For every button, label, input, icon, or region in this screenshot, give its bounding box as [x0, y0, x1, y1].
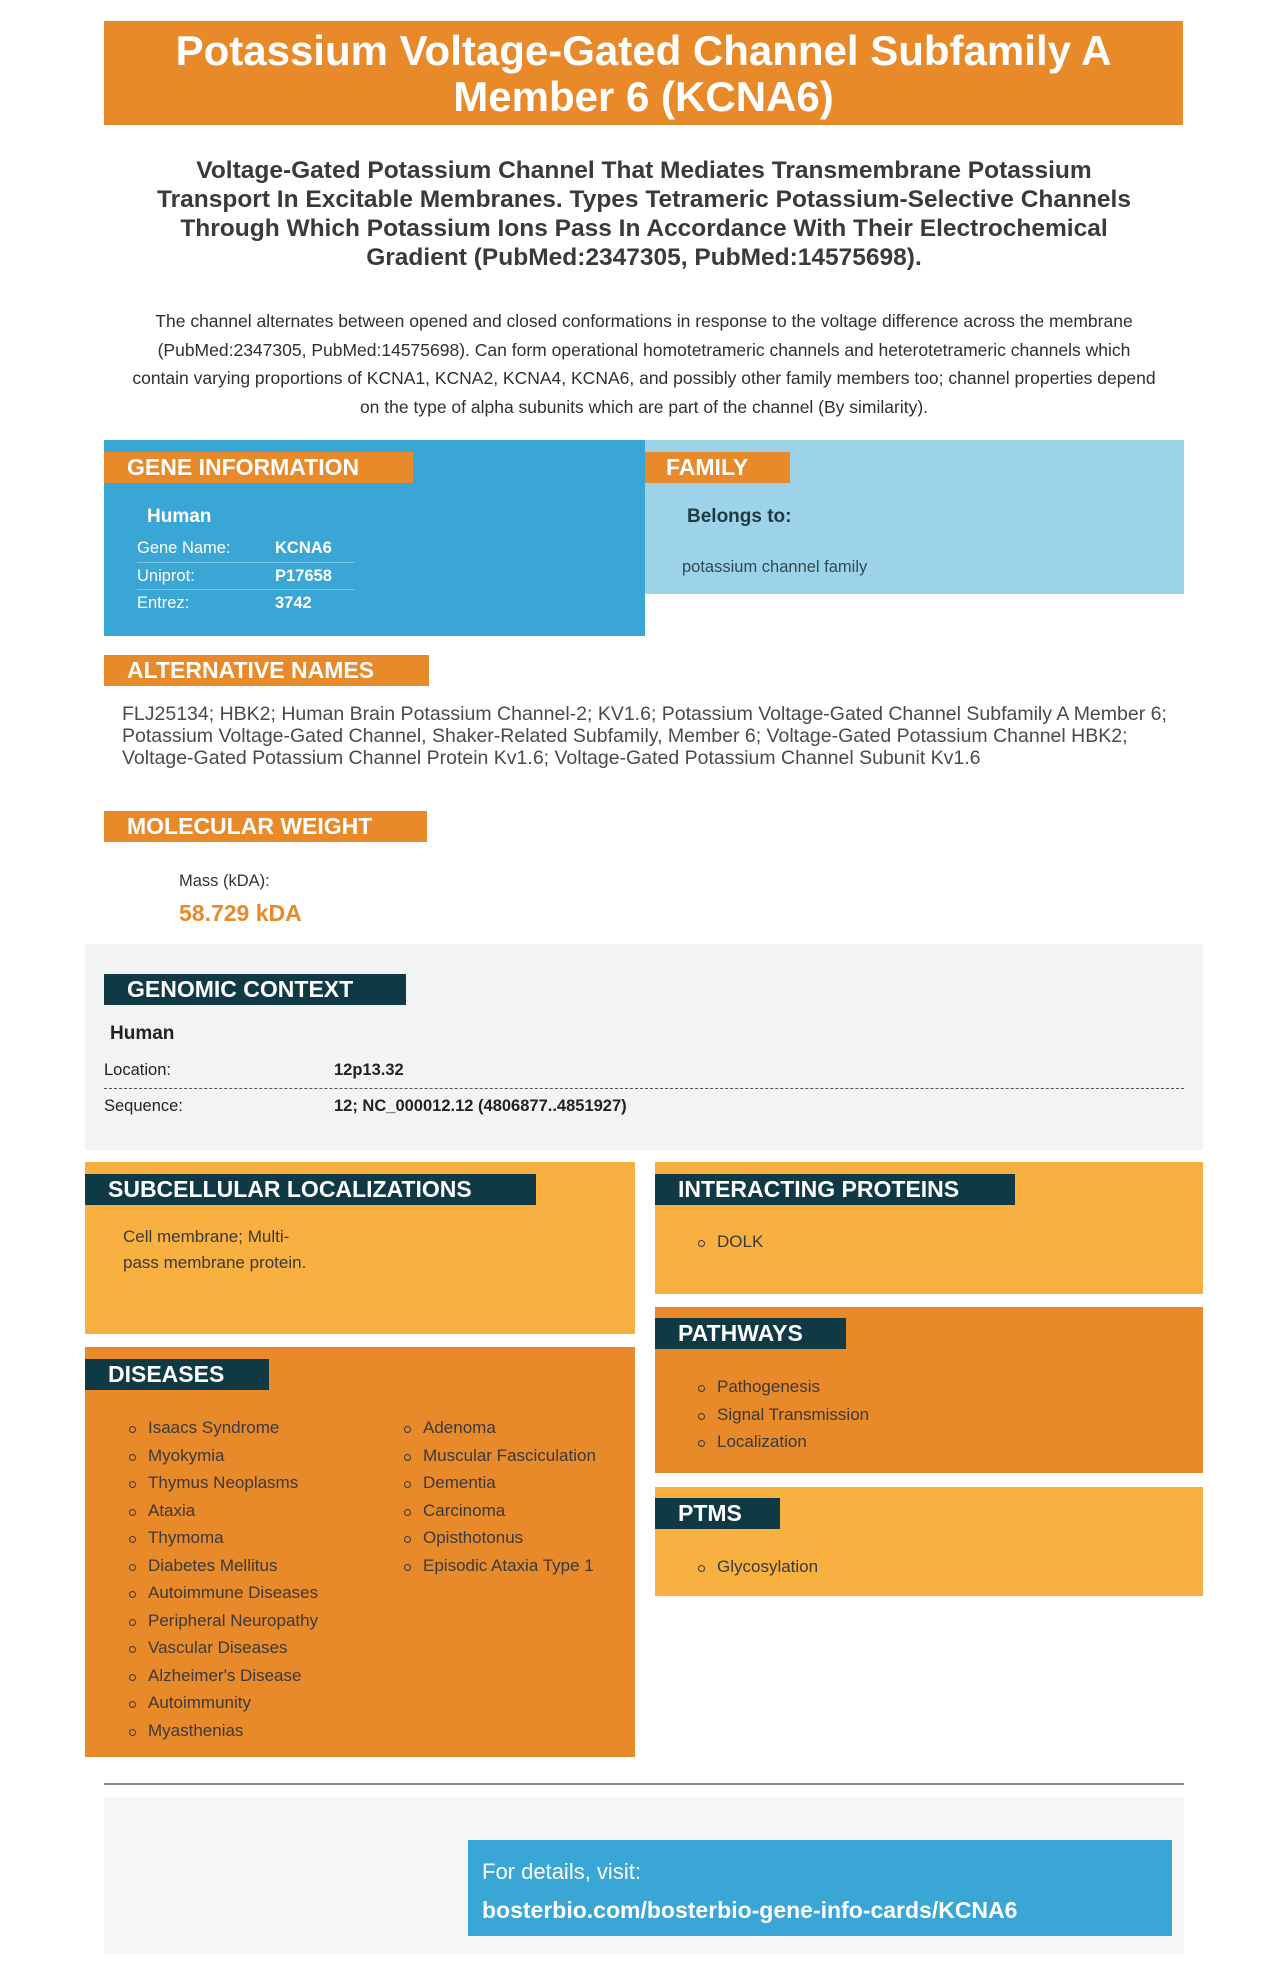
family-belongs-label: Belongs to:	[687, 506, 792, 527]
diseases-list-col1	[129, 1414, 318, 1744]
location-label: Location:	[104, 1061, 171, 1079]
list-item: Carcinoma	[404, 1497, 596, 1525]
alternative-names-text: FLJ25134; HBK2; Human Brain Potassium Channel-2; KV1.6; Potassium Voltage-Gated Channel Subfamily A Member 6; Potassium Voltage-Gated Channel, Shaker-Related Subfamily, Member 6; Voltage-Gated Potassium Channel HBK2; Voltage-Gated Potassium Channel Protein Kv1.6; Voltage-Gated Potassium Channel Subunit Kv1.6	[122, 703, 1167, 769]
subcellular-heading: SUBCELLULAR LOCALIZATIONS	[85, 1174, 536, 1205]
list-item: Myokymia	[129, 1442, 318, 1470]
list-item: Adenoma	[404, 1414, 596, 1442]
list-item: Thymoma	[129, 1524, 318, 1552]
uniprot-value: P17658	[275, 566, 332, 585]
list-item: Isaacs Syndrome	[129, 1414, 318, 1442]
sequence-value: 12; NC_000012.12 (4806877..4851927)	[334, 1097, 627, 1115]
page-title: Potassium Voltage-Gated Channel Subfamily A Member 6 (KCNA6)	[104, 21, 1183, 125]
mass-label: Mass (kDA):	[179, 872, 270, 890]
list-item: Autoimmune Diseases	[129, 1579, 318, 1607]
genomic-species: Human	[110, 1023, 175, 1044]
gene-species: Human	[147, 506, 212, 527]
genomic-context-heading: GENOMIC CONTEXT	[104, 974, 406, 1005]
list-item: Muscular Fasciculation	[404, 1442, 596, 1470]
details-link[interactable]: bosterbio.com/bosterbio-gene-info-cards/KCNA6	[482, 1897, 1018, 1923]
pathways-list	[698, 1373, 869, 1456]
list-item: Thymus Neoplasms	[129, 1469, 318, 1497]
list-item: Myasthenias	[129, 1717, 318, 1745]
list-item: Alzheimer's Disease	[129, 1662, 318, 1690]
gene-subtitle: Voltage-Gated Potassium Channel That Mediates Transmembrane Potassium Transport In Excitable Membranes. Types Tetrameric Potassium-Selective Channels Through Which Potassium Ions Pass In Accordance With Their Electrochemical Gradient (PubMed:2347305, PubMed:14575698).	[157, 157, 1131, 271]
list-item: Signal Transmission	[698, 1401, 869, 1429]
gene-information-heading: GENE INFORMATION	[104, 452, 413, 483]
subcellular-text-line: pass membrane protein.	[123, 1253, 307, 1272]
list-item: Episodic Ataxia Type 1	[404, 1552, 596, 1580]
list-item: Peripheral Neuropathy	[129, 1607, 318, 1635]
entrez-value: 3742	[275, 594, 312, 612]
list-item: DOLK	[698, 1228, 763, 1256]
location-value: 12p13.32	[334, 1061, 404, 1079]
list-item: Glycosylation	[698, 1553, 818, 1581]
family-heading: FAMILY	[645, 452, 790, 483]
list-item: Ataxia	[129, 1497, 318, 1525]
interacting-proteins-list	[698, 1228, 763, 1256]
gene-info-row	[137, 563, 355, 591]
gene-name-value: KCNA6	[275, 539, 332, 557]
gene-name-label: Gene Name:	[137, 539, 231, 557]
list-item: Vascular Diseases	[129, 1634, 318, 1662]
details-box	[468, 1840, 1172, 1936]
subcellular-text-line: Cell membrane; Multi-	[123, 1227, 290, 1246]
footer-divider	[104, 1783, 1184, 1785]
entrez-label: Entrez:	[137, 594, 190, 612]
gene-info-row	[137, 590, 355, 618]
list-item: Localization	[698, 1428, 869, 1456]
details-label: For details, visit:	[482, 1859, 641, 1884]
molecular-weight-heading: MOLECULAR WEIGHT	[104, 811, 427, 842]
gene-info-row	[137, 535, 355, 563]
ptms-heading: PTMS	[655, 1498, 780, 1529]
list-item: Diabetes Mellitus	[129, 1552, 318, 1580]
list-item: Dementia	[404, 1469, 596, 1497]
diseases-heading: DISEASES	[85, 1359, 269, 1390]
gene-info-table	[137, 535, 355, 618]
uniprot-label: Uniprot:	[137, 566, 195, 585]
family-value: potassium channel family	[682, 558, 868, 576]
list-item: Pathogenesis	[698, 1373, 869, 1401]
subcellular-text	[123, 1224, 306, 1276]
genomic-sequence-row	[104, 1089, 1184, 1125]
list-item: Opisthotonus	[404, 1524, 596, 1552]
list-item: Autoimmunity	[129, 1689, 318, 1717]
sequence-label: Sequence:	[104, 1097, 183, 1115]
interacting-proteins-heading: INTERACTING PROTEINS	[655, 1174, 1015, 1205]
pathways-heading: PATHWAYS	[655, 1318, 846, 1349]
genomic-location-row	[104, 1053, 1184, 1089]
ptms-list	[698, 1553, 818, 1581]
diseases-list-col2	[404, 1414, 596, 1579]
alternative-names-heading: ALTERNATIVE NAMES	[104, 655, 429, 686]
mass-value: 58.729 kDA	[179, 900, 302, 926]
gene-summary: The channel alternates between opened and closed conformations in response to the voltage difference across the membrane (PubMed:2347305, PubMed:14575698). Can form operational homotetrameric channels and heterotetrameric channels which contain varying proportions of KCNA1, KCNA2, KCNA4, KCNA6, and possibly other family members too; channel properties depend on the type of alpha subunits which are part of the channel (By similarity).	[132, 311, 1156, 417]
